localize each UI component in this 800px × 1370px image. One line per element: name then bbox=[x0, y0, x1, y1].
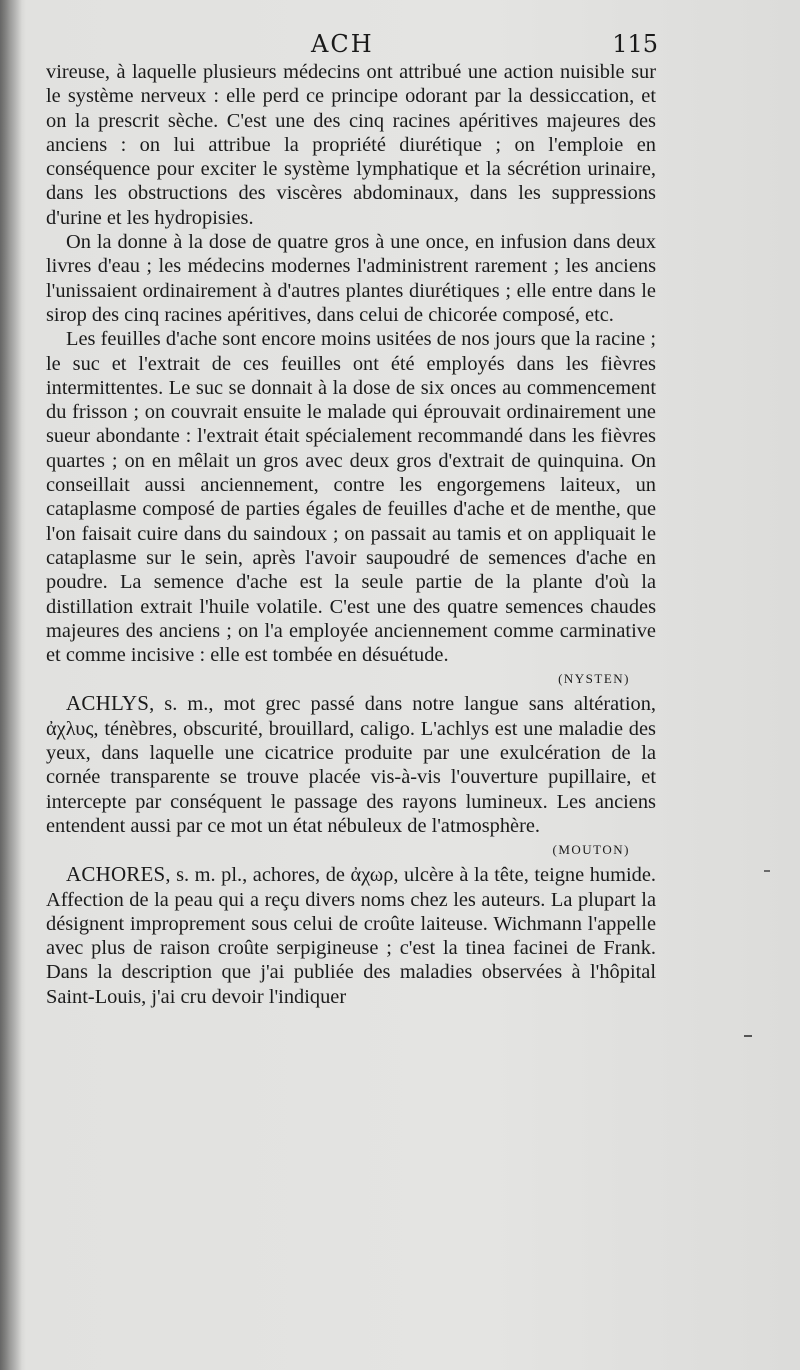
scan-speck bbox=[764, 870, 770, 872]
scan-speck bbox=[744, 1035, 752, 1037]
body-text bbox=[46, 60, 656, 1009]
headword-achores: ACHORES bbox=[66, 862, 166, 887]
paragraph-dose: On la donne à la dose de quatre gros à une once, en infusion dans deux livres d'eau ; les médecins modernes l'administrent rarement ; les anciens l'unissaient ordinairement à d'autres plantes diurétiques ; elle entre dans le sirop des cinq racines apéritives, dans celui de chicorée composé, etc. bbox=[46, 231, 656, 326]
running-head-title: ACH bbox=[311, 30, 374, 58]
paragraph-leaves: Les feuilles d'ache sont encore moins usitées de nos jours que la racine ; le suc et l'extrait de ces feuilles ont été employés dans les fièvres intermittentes. Le suc se donnait à la dose de six onces au commencement du frisson ; on couvrait ensuite le malade qui éprouvait ordinairement une sueur abondante : l'extrait était spécialement recommandé dans les fièvres quartes ; on en mêlait un gros avec deux gros d'extrait de quinquina. On conseillait aussi anciennement, contre les engorgemens laiteux, un cataplasme composé de parties égales de feuilles d'ache et de menthe, que l'on faisait cuire dans du saindoux ; on passait au tamis et on appliquait le cataplasme sur le sein, après l'avoir saupoudré de semences d'ache en poudre. La semence d'ache est la seule partie de la plante d'où la distillation extrait l'huile volatile. C'est une des quatre semences chaudes majeures des anciens ; on l'a employée anciennement comme carminative et comme incisive : elle est tombée en désuétude. bbox=[46, 328, 656, 667]
entry-achores bbox=[46, 862, 656, 1009]
headword-achlys: ACHLYS bbox=[66, 691, 150, 716]
entry-achlys bbox=[46, 691, 656, 838]
entry-achlys-text: , s. m., mot grec passé dans notre langue sans altération, ἀχλυς, ténèbres, obscurité, brouillard, caligo. L'achlys est une maladie des yeux, dans laquelle une cicatrice produite par une exulcération de la cornée transparente se trouve placée vis-à-vis l'ouverture pupillaire, et intercepte par conséquent le passage des rayons lumineux. Les anciens entendent aussi par ce mot un état nébuleux de l'atmosphère. bbox=[46, 693, 656, 837]
page-number: 115 bbox=[612, 30, 658, 58]
author-signature-mouton: (MOUTON) bbox=[552, 842, 630, 858]
paragraph-continuation: vireuse, à laquelle plusieurs médecins ont attribué une action nuisible sur le système nerveux : elle perd ce principe odorant par la dessiccation, et on la prescrit sèche. C'est une des cinq racines apéritives majeures des anciens : on lui attribue la propriété diurétique ; on l'emploie en conséquence pour exciter le système lymphatique et la sécrétion urinaire, dans les obstructions des viscères abdominaux, dans les suppressions d'urine et les hydropisies. bbox=[46, 61, 656, 229]
binding-shadow bbox=[0, 0, 22, 1370]
entry-achores-text: , s. m. pl., achores, de ἀχωρ, ulcère à la tête, teigne humide. Affection de la peau qui a reçu divers noms chez les auteurs. La plupart la désignent improprement sous celui de croûte laiteuse. Wichmann l'appelle avec plus de raison croûte serpigineuse ; c'est la tinea facinei de Frank. Dans la description que j'ai publiée des maladies observées à l'hôpital Saint-Louis, j'ai cru devoir l'indiquer bbox=[46, 864, 656, 1008]
author-signature-nysten: (NYSTEN) bbox=[558, 671, 630, 687]
